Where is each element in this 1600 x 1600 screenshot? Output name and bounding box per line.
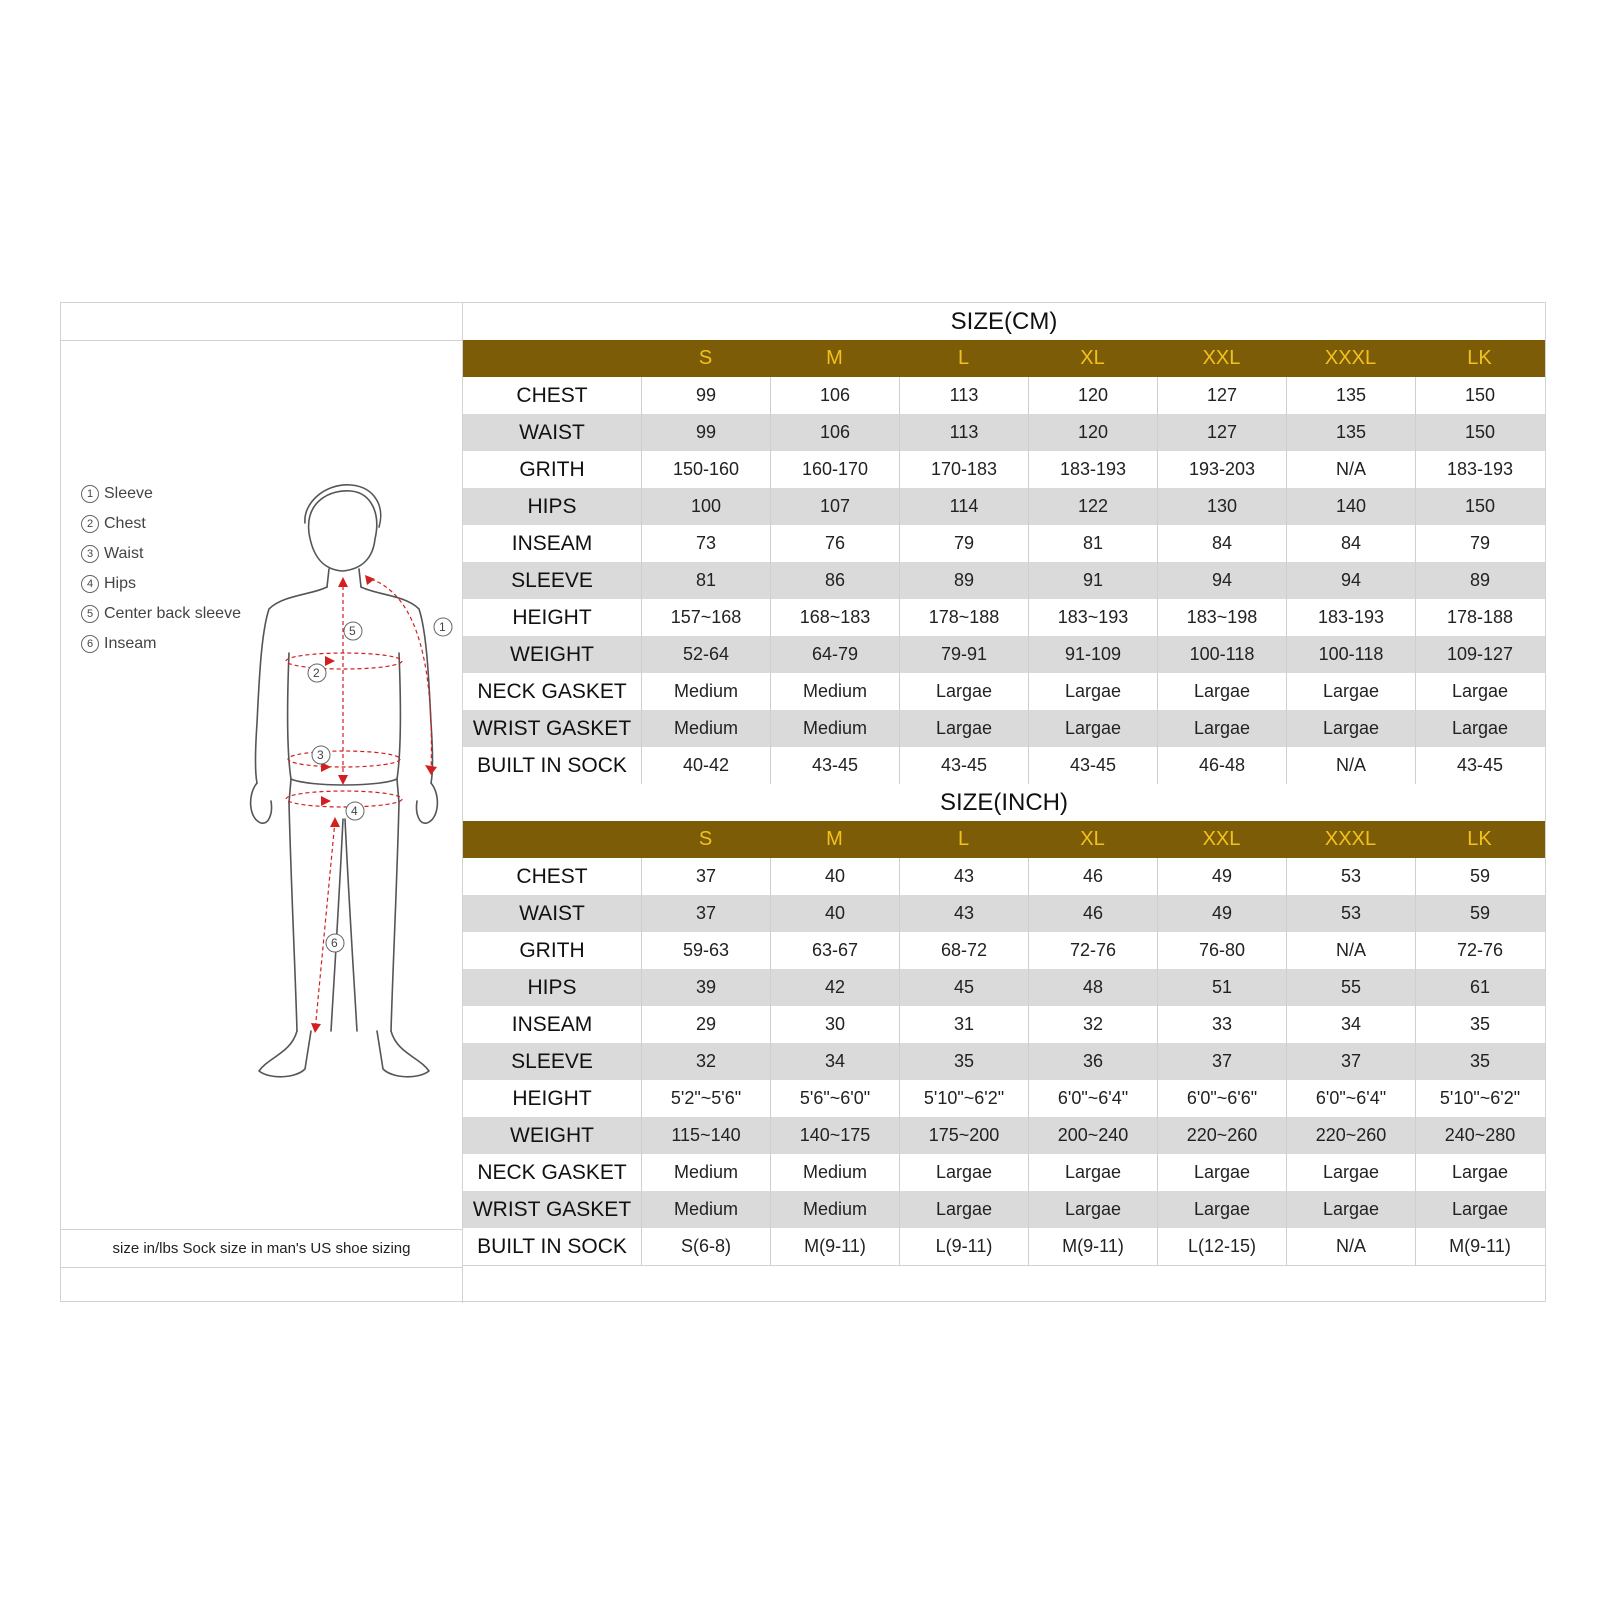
table-cell: 43-45 (899, 747, 1028, 784)
table-cell: 53 (1286, 858, 1415, 895)
table-cell: Largae (1286, 1191, 1415, 1228)
table-cell: 36 (1028, 1043, 1157, 1080)
table-cell: 140~175 (770, 1117, 899, 1154)
table-cell: 168~183 (770, 599, 899, 636)
table-cell: 59-63 (641, 932, 770, 969)
legend-number: 4 (81, 575, 99, 593)
row-label: BUILT IN SOCK (477, 1235, 627, 1258)
table-cell: Largae (1286, 1154, 1415, 1191)
row-label: WRIST GASKET (472, 717, 632, 740)
table-cell: 55 (1286, 969, 1415, 1006)
table-cell: N/A (1286, 747, 1415, 784)
table-cell: 114 (899, 488, 1028, 525)
table-cell: 127 (1157, 377, 1286, 414)
table-cell: Largae (1286, 673, 1415, 710)
table-cell: 68-72 (899, 932, 1028, 969)
table-cell: 79-91 (899, 636, 1028, 673)
table-cell: 43-45 (1415, 747, 1544, 784)
legend-number: 3 (81, 545, 99, 563)
table-cell: 160-170 (770, 451, 899, 488)
table-cell: 35 (899, 1043, 1028, 1080)
table-cell: 76 (770, 525, 899, 562)
table-cell: 91-109 (1028, 636, 1157, 673)
table-cell: 100-118 (1286, 636, 1415, 673)
table-cell: 100-118 (1157, 636, 1286, 673)
table-row (463, 1191, 1545, 1228)
legend-item-waist (81, 539, 241, 569)
table-row (463, 932, 1545, 969)
table-cell: 49 (1157, 858, 1286, 895)
table-cell: 99 (641, 414, 770, 451)
table-cell: 150 (1415, 488, 1544, 525)
table-row (463, 747, 1545, 784)
table-cell: 53 (1286, 895, 1415, 932)
row-label: GRITH (519, 939, 585, 962)
size-label: M (826, 347, 843, 369)
table-cell: 175~200 (899, 1117, 1028, 1154)
table-cell: 183~193 (1028, 599, 1157, 636)
table-cell: 178~188 (899, 599, 1028, 636)
table-cell: 59 (1415, 895, 1544, 932)
table-cell: Medium (641, 673, 770, 710)
legend-number: 2 (81, 515, 99, 533)
table-cell: 34 (1286, 1006, 1415, 1043)
table-cell: 107 (770, 488, 899, 525)
svg-text:1: 1 (439, 620, 446, 634)
table-cell: 5'2"~5'6" (641, 1080, 770, 1117)
table-cell: 64-79 (770, 636, 899, 673)
size-label: LK (1467, 347, 1492, 369)
row-label: SLEEVE (511, 569, 593, 592)
table-cell: 33 (1157, 1006, 1286, 1043)
row-label: WEIGHT (510, 1124, 594, 1147)
table-cell: 127 (1157, 414, 1286, 451)
size-label: XXL (1202, 828, 1241, 850)
table-cell: M(9-11) (770, 1228, 899, 1265)
legend-label: Sleeve (104, 485, 153, 502)
table-cell: 61 (1415, 969, 1544, 1006)
table-cell: L(9-11) (899, 1228, 1028, 1265)
table-cell: 113 (899, 377, 1028, 414)
legend-item-center-back-sleeve (81, 599, 241, 629)
legend-label: Waist (104, 545, 144, 562)
row-label: SLEEVE (511, 1050, 593, 1073)
cm-table-body (463, 377, 1545, 784)
table-cell: 89 (899, 562, 1028, 599)
table-cell: 32 (641, 1043, 770, 1080)
table-cell: Largae (1028, 673, 1157, 710)
row-label: HEIGHT (512, 1087, 592, 1110)
table-row (463, 1154, 1545, 1191)
table-cell: 120 (1028, 414, 1157, 451)
table-row (463, 710, 1545, 747)
table-cell: 89 (1415, 562, 1544, 599)
table-row (463, 969, 1545, 1006)
svg-text:2: 2 (313, 666, 320, 680)
row-label: NECK GASKET (477, 680, 627, 703)
table-row (463, 1228, 1545, 1265)
table-cell: 183-193 (1028, 451, 1157, 488)
table-cell: Largae (1286, 710, 1415, 747)
svg-text:5: 5 (349, 624, 356, 638)
table-cell: 183-193 (1415, 451, 1544, 488)
header-corner-cell (463, 821, 641, 858)
table-cell: 51 (1157, 969, 1286, 1006)
row-label: WAIST (519, 902, 585, 925)
sizing-note: size in/lbs Sock size in man's US shoe sizing (61, 1229, 462, 1268)
svg-text:4: 4 (351, 804, 358, 818)
row-label: HIPS (527, 976, 577, 999)
table-cell: 150-160 (641, 451, 770, 488)
table-cell: 183-193 (1286, 599, 1415, 636)
table-row (463, 1080, 1545, 1117)
table-cell: 37 (641, 895, 770, 932)
table-cell: 135 (1286, 377, 1415, 414)
table-cell: 37 (1286, 1043, 1415, 1080)
table-cell: 157~168 (641, 599, 770, 636)
svg-text:3: 3 (317, 748, 324, 762)
legend-item-sleeve (81, 479, 241, 509)
table-cell: 106 (770, 414, 899, 451)
table-cell: 178-188 (1415, 599, 1544, 636)
table-cell: M(9-11) (1028, 1228, 1157, 1265)
legend-label: Center back sleeve (104, 605, 241, 622)
table-cell: 76-80 (1157, 932, 1286, 969)
legend-label: Hips (104, 575, 137, 592)
table-cell: 122 (1028, 488, 1157, 525)
table-row (463, 1006, 1545, 1043)
table-cell: 43 (899, 858, 1028, 895)
table-cell: Largae (1157, 1191, 1286, 1228)
size-label: XXL (1202, 347, 1241, 369)
size-label: XXXL (1324, 347, 1377, 369)
table-cell: 150 (1415, 377, 1544, 414)
table-row (463, 1117, 1545, 1154)
size-label: L (957, 347, 970, 369)
size-label: XXXL (1324, 828, 1377, 850)
table-cell: 46 (1028, 895, 1157, 932)
size-label: S (698, 347, 713, 369)
table-cell: 81 (641, 562, 770, 599)
table-cell: 220~260 (1157, 1117, 1286, 1154)
table-cell: 109-127 (1415, 636, 1544, 673)
table-cell: 37 (1157, 1043, 1286, 1080)
size-label: L (957, 828, 970, 850)
table-cell: 43-45 (1028, 747, 1157, 784)
legend-number: 6 (81, 635, 99, 653)
table-cell: 37 (641, 858, 770, 895)
table-cell: S(6-8) (641, 1228, 770, 1265)
table-cell: 42 (770, 969, 899, 1006)
row-label: CHEST (516, 384, 588, 407)
table-cell: 59 (1415, 858, 1544, 895)
size-label: XL (1080, 828, 1105, 850)
table-cell: Medium (641, 1154, 770, 1191)
table-cell: 115~140 (641, 1117, 770, 1154)
table-cell: 94 (1157, 562, 1286, 599)
table-cell: Largae (1415, 1191, 1544, 1228)
table-cell: 84 (1286, 525, 1415, 562)
table-cell: 48 (1028, 969, 1157, 1006)
table-cell: 220~260 (1286, 1117, 1415, 1154)
table-cell: Medium (770, 1154, 899, 1191)
table-cell: 6'0"~6'4" (1286, 1080, 1415, 1117)
table-cell: Largae (899, 673, 1028, 710)
table-row (463, 377, 1545, 414)
table-cell: 81 (1028, 525, 1157, 562)
table-cell: Largae (1157, 1154, 1286, 1191)
row-label: INSEAM (511, 532, 593, 555)
row-label: GRITH (519, 458, 585, 481)
table-cell: 46-48 (1157, 747, 1286, 784)
table-cell: 94 (1286, 562, 1415, 599)
table-cell: N/A (1286, 932, 1415, 969)
table-row (463, 599, 1545, 636)
table-cell: 6'0"~6'4" (1028, 1080, 1157, 1117)
header-corner-cell (463, 340, 641, 377)
row-label: NECK GASKET (477, 1161, 627, 1184)
table-cell: Largae (899, 710, 1028, 747)
table-footer-strip (463, 1265, 1545, 1303)
table-cell: 5'10"~6'2" (899, 1080, 1028, 1117)
table-cell: 91 (1028, 562, 1157, 599)
table-row (463, 895, 1545, 932)
table-cell: 240~280 (1415, 1117, 1544, 1154)
size-tables (463, 303, 1545, 1303)
table-cell: 150 (1415, 414, 1544, 451)
table-cell: Largae (899, 1191, 1028, 1228)
legend-number: 1 (81, 485, 99, 503)
row-label: INSEAM (511, 1013, 593, 1036)
row-label: CHEST (516, 865, 588, 888)
table-cell: N/A (1286, 451, 1415, 488)
table-cell: 49 (1157, 895, 1286, 932)
table-cell: 35 (1415, 1006, 1544, 1043)
table-cell: 30 (770, 1006, 899, 1043)
table-cell: 170-183 (899, 451, 1028, 488)
table-cell: 31 (899, 1006, 1028, 1043)
table-cell: 6'0"~6'6" (1157, 1080, 1286, 1117)
table-cell: 43-45 (770, 747, 899, 784)
table-cell: 39 (641, 969, 770, 1006)
table-cell: 183~198 (1157, 599, 1286, 636)
table-cell: 113 (899, 414, 1028, 451)
row-label: WAIST (519, 421, 585, 444)
legend-number: 5 (81, 605, 99, 623)
table-cell: 135 (1286, 414, 1415, 451)
cm-table-title: SIZE(CM) (950, 308, 1058, 335)
table-cell: 46 (1028, 858, 1157, 895)
legend-label: Inseam (104, 635, 157, 652)
table-cell: 193-203 (1157, 451, 1286, 488)
table-cell: L(12-15) (1157, 1228, 1286, 1265)
table-cell: 40 (770, 895, 899, 932)
table-row (463, 562, 1545, 599)
table-cell: 32 (1028, 1006, 1157, 1043)
inch-size-header-row (463, 821, 1545, 858)
table-cell: 34 (770, 1043, 899, 1080)
table-cell: M(9-11) (1415, 1228, 1544, 1265)
table-cell: Largae (1028, 710, 1157, 747)
table-row (463, 636, 1545, 673)
table-cell: Largae (1415, 1154, 1544, 1191)
table-cell: 79 (1415, 525, 1544, 562)
table-cell: 5'6"~6'0" (770, 1080, 899, 1117)
table-cell: Largae (1157, 673, 1286, 710)
table-cell: 79 (899, 525, 1028, 562)
table-cell: Medium (770, 1191, 899, 1228)
table-cell: 84 (1157, 525, 1286, 562)
table-row (463, 673, 1545, 710)
table-row (463, 414, 1545, 451)
legend-item-inseam (81, 629, 241, 659)
table-cell: 73 (641, 525, 770, 562)
cm-size-header-row (463, 340, 1545, 377)
legend-item-hips (81, 569, 241, 599)
table-cell: 100 (641, 488, 770, 525)
table-cell: 99 (641, 377, 770, 414)
inch-table-title: SIZE(INCH) (940, 789, 1068, 816)
size-label: S (698, 828, 713, 850)
row-label: BUILT IN SOCK (477, 754, 627, 777)
row-label: WRIST GASKET (472, 1198, 632, 1221)
table-cell: Largae (1415, 710, 1544, 747)
row-label: HEIGHT (512, 606, 592, 629)
table-row (463, 451, 1545, 488)
table-cell: 40-42 (641, 747, 770, 784)
table-cell: 86 (770, 562, 899, 599)
table-cell: 5'10"~6'2" (1415, 1080, 1544, 1117)
table-cell: Largae (899, 1154, 1028, 1191)
guide-header-cell (61, 303, 462, 341)
table-cell: Medium (641, 1191, 770, 1228)
table-cell: 120 (1028, 377, 1157, 414)
svg-text:6: 6 (331, 936, 338, 950)
legend-label: Chest (104, 515, 146, 532)
size-label: XL (1080, 347, 1105, 369)
table-cell: Medium (770, 710, 899, 747)
table-cell: 45 (899, 969, 1028, 1006)
table-cell: Largae (1028, 1191, 1157, 1228)
table-cell: Largae (1415, 673, 1544, 710)
size-label: M (826, 828, 843, 850)
table-cell: Medium (641, 710, 770, 747)
measurement-guide-panel (61, 303, 463, 1303)
size-label: LK (1467, 828, 1492, 850)
table-cell: 52-64 (641, 636, 770, 673)
table-cell: 29 (641, 1006, 770, 1043)
table-row (463, 1043, 1545, 1080)
table-cell: 130 (1157, 488, 1286, 525)
table-cell: 72-76 (1415, 932, 1544, 969)
table-cell: 35 (1415, 1043, 1544, 1080)
table-cell: 106 (770, 377, 899, 414)
table-cell: 40 (770, 858, 899, 895)
table-cell: Largae (1157, 710, 1286, 747)
row-label: HIPS (527, 495, 577, 518)
table-cell: Largae (1028, 1154, 1157, 1191)
table-cell: Medium (770, 673, 899, 710)
table-cell: 63-67 (770, 932, 899, 969)
inch-table-body (463, 858, 1545, 1265)
table-cell: 43 (899, 895, 1028, 932)
table-cell: 200~240 (1028, 1117, 1157, 1154)
table-cell: N/A (1286, 1228, 1415, 1265)
table-row (463, 488, 1545, 525)
body-figure-illustration (239, 483, 459, 1093)
size-chart (60, 302, 1546, 1302)
legend-item-chest (81, 509, 241, 539)
table-row (463, 525, 1545, 562)
measurement-legend (81, 479, 241, 659)
table-cell: 72-76 (1028, 932, 1157, 969)
table-cell: 140 (1286, 488, 1415, 525)
row-label: WEIGHT (510, 643, 594, 666)
table-row (463, 858, 1545, 895)
